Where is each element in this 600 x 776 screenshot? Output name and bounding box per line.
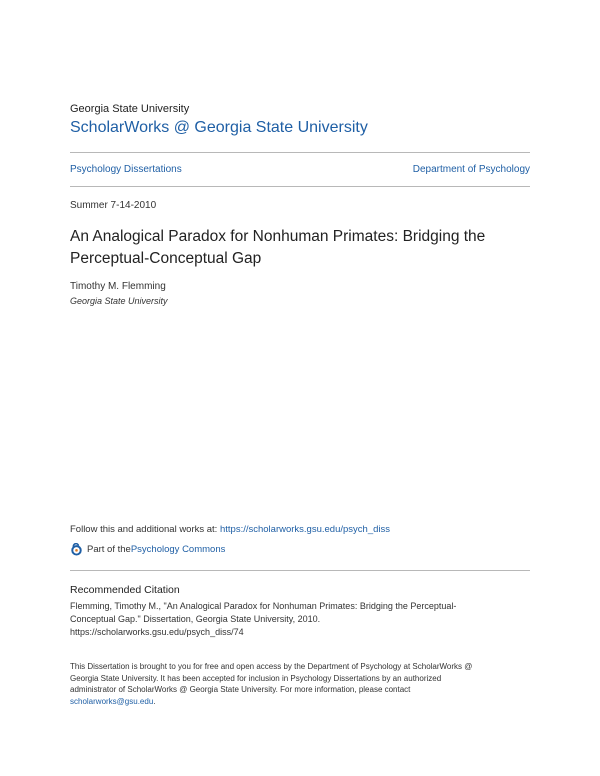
- citation-body: [70, 600, 540, 639]
- institution-name: Georgia State University: [70, 103, 190, 115]
- part-of-line: [70, 543, 225, 556]
- open-access-icon: [70, 543, 83, 556]
- follow-prefix: Follow this and additional works at:: [70, 524, 220, 535]
- citation-line: Flemming, Timothy M., "An Analogical Paradox for Nonhuman Primates: Bridging the Perceptual-: [70, 601, 457, 611]
- notice-period: .: [153, 696, 156, 706]
- citation-line: Conceptual Gap." Dissertation, Georgia State University, 2010.: [70, 614, 321, 624]
- author-affiliation: Georgia State University: [70, 296, 168, 306]
- notice-line: [70, 696, 540, 708]
- citation-line: https://scholarworks.gsu.edu/psych_diss/74: [70, 627, 244, 637]
- author-name: Timothy M. Flemming: [70, 281, 166, 292]
- access-notice: [70, 661, 540, 707]
- contact-email-link[interactable]: scholarworks@gsu.edu: [70, 696, 154, 706]
- psychology-dissertations-link[interactable]: Psychology Dissertations: [70, 164, 182, 175]
- notice-line: administrator of ScholarWorks @ Georgia State University. For more information, please contact: [70, 685, 411, 694]
- publication-date: Summer 7-14-2010: [70, 200, 157, 211]
- nav-divider: [70, 186, 530, 187]
- citation-divider: [70, 570, 530, 571]
- psychology-commons-link[interactable]: Psychology Commons: [130, 544, 226, 555]
- document-title: An Analogical Paradox for Nonhuman Primates: Bridging the Perceptual-Conceptual Gap: [70, 228, 486, 267]
- follow-line: [70, 524, 390, 535]
- top-divider: [70, 152, 530, 153]
- notice-line: Georgia State University. It has been accepted for inclusion in Psychology Dissertations by an authorized: [70, 673, 442, 683]
- notice-line: This Dissertation is brought to you for free and open access by the Department of Psychology at ScholarWorks @: [70, 662, 473, 671]
- repository-title-link[interactable]: ScholarWorks @ Georgia State University: [70, 119, 368, 136]
- part-of-prefix: Part of the: [87, 544, 131, 555]
- collection-url-link[interactable]: https://scholarworks.gsu.edu/psych_diss: [219, 524, 390, 535]
- citation-heading: Recommended Citation: [70, 584, 180, 596]
- department-of-psychology-link[interactable]: Department of Psychology: [412, 164, 530, 175]
